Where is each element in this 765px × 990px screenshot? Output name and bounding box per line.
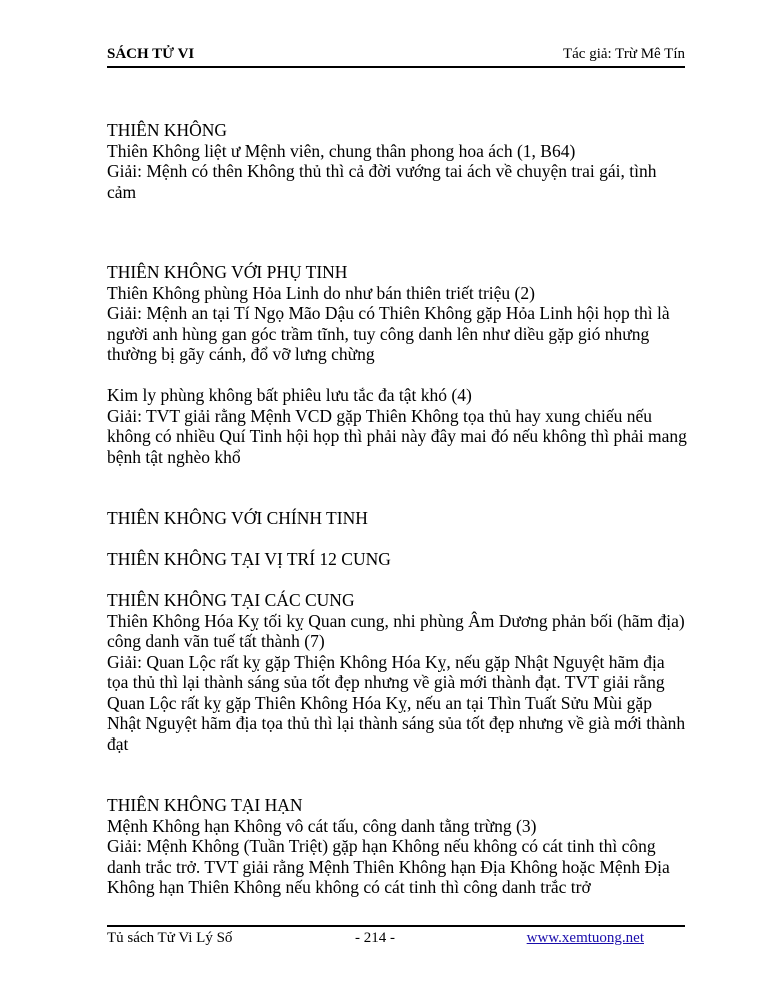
paragraph: Mệnh Không hạn Không vô cát tấu, công danh tằng trừng (3) [107, 815, 537, 836]
paragraph: Giải: Quan Lộc rất kỵ gặp Thiện Không Hóa Kỵ, nếu gặp Nhật Nguyệt hãm địa tọa thủ thì lại thành sáng sủa tốt đẹp nhưng về già mới thành đạt. TVT giải rằng Quan Lộc rất kỵ gặp Thiên Không Hóa Kỵ, nếu an tại Thìn Tuất Sửu Mùi gặp Nhật Nguyệt hãm địa tọa thủ thì lại thành sáng sủa tốt đẹp nhưng về già mới thành đạt [107, 651, 686, 754]
paragraph: Thiên Không phùng Hỏa Linh do như bán thiên triết triệu (2) [107, 282, 535, 303]
section-heading: THIÊN KHÔNG VỚI CHÍNH TINH [107, 508, 368, 528]
section-heading: THIÊN KHÔNG [107, 120, 228, 140]
page-body [107, 120, 687, 898]
section-heading: THIÊN KHÔNG TẠI VỊ TRÍ 12 CUNG [107, 549, 391, 569]
paragraph: Giải: Mệnh an tại Tí Ngọ Mão Dậu có Thiên Không gặp Hỏa Linh hội họp thì là người anh hùng gan góc trầm tĩnh, tuy công danh lên như diều gặp gió nhưng thường bị gãy cánh, đổ vỡ lưng chừng [107, 303, 670, 364]
book-title: SÁCH TỬ VI [107, 46, 195, 62]
paragraph: Giải: Mệnh có thên Không thủ thì cả đời vướng tai ách về chuyện trai gái, tình cảm [107, 161, 657, 202]
website-link[interactable]: www.xemtuong.net [526, 930, 644, 946]
page-number: - 214 - [355, 930, 395, 946]
section-heading: THIÊN KHÔNG TẠI CÁC CUNG [107, 590, 355, 610]
paragraph: Thiên Không Hóa Kỵ tối kỵ Quan cung, nhi phùng Âm Dương phản bối (hãm địa) công danh vãn tuế tất thành (7) [107, 610, 685, 651]
page-footer [107, 925, 685, 949]
paragraph: Kim ly phùng không bất phiêu lưu tắc đa tật khó (4) [107, 385, 472, 405]
paragraph: Giải: TVT giải rằng Mệnh VCD gặp Thiên Không tọa thủ hay xung chiếu nếu không có nhiều Quí Tinh hội họp thì phải này đây mai đó nếu không thì phải mang bệnh tật nghèo khổ [107, 405, 687, 467]
footer-series: Tủ sách Tử Vi Lý Số [107, 930, 233, 946]
section-heading: THIÊN KHÔNG VỚI PHỤ TINH [107, 262, 348, 282]
paragraph: Giải: Mệnh Không (Tuần Triệt) gặp hạn Không nếu không có cát tinh thì công danh trắc trở. TVT giải rằng Mệnh Thiên Không hạn Địa Không hoặc Mệnh Địa Không hạn Thiên Không nếu không có cát tinh thì công danh trắc trở [107, 836, 670, 897]
paragraph: Thiên Không liệt ư Mệnh viên, chung thân phong hoa ách (1, B64) [107, 140, 576, 161]
author-label: Tác giả: Trừ Mê Tín [562, 46, 685, 62]
page-header [107, 44, 685, 68]
section-heading: THIÊN KHÔNG TẠI HẠN [107, 795, 303, 815]
